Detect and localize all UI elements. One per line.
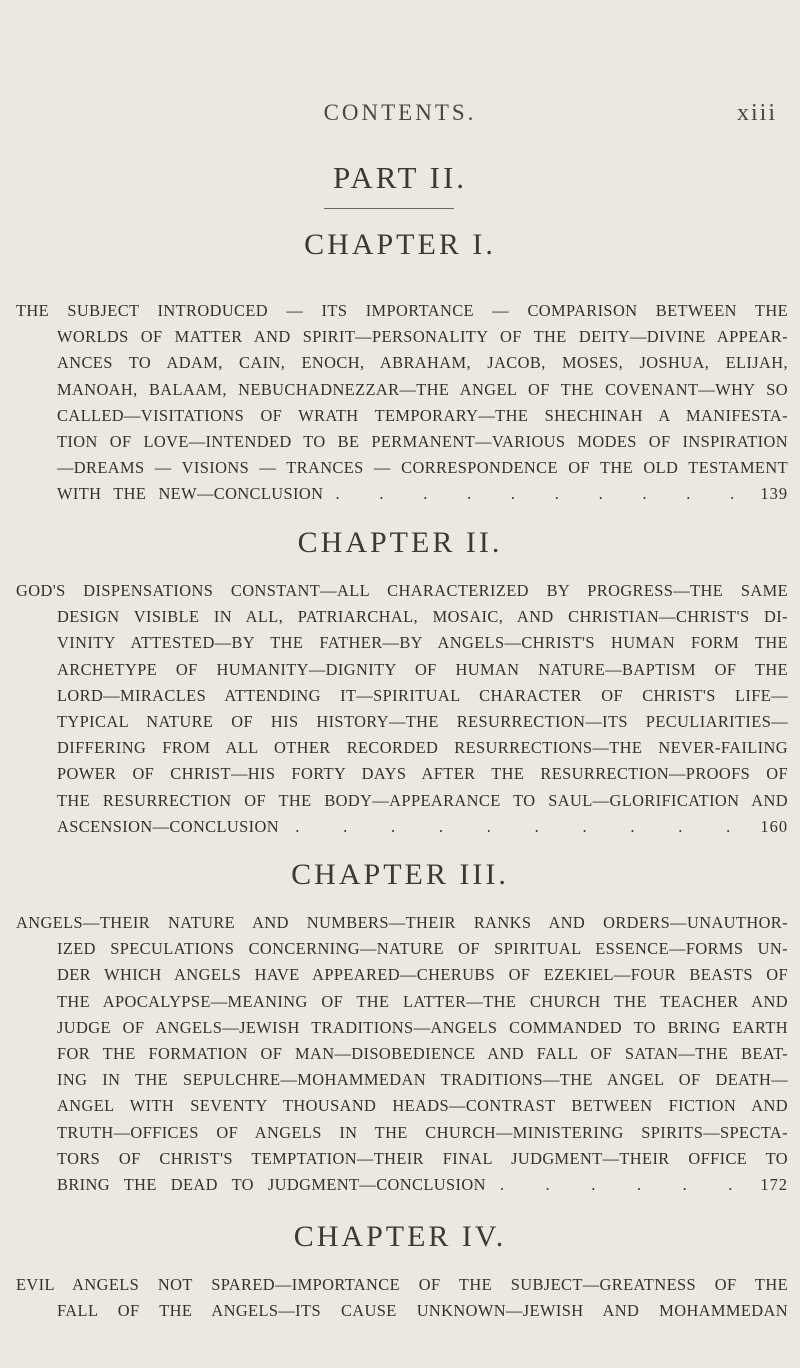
summary-line: IZED SPECULATIONS CONCERNING—NATURE OF SPIRITUAL ESSENCE—FORMS UN- bbox=[57, 939, 788, 959]
summary-line: CALLED—VISITATIONS OF WRATH TEMPORARY—THE SHECHINAH A MANIFESTA- bbox=[57, 405, 788, 425]
chapter-summary-3 bbox=[16, 910, 788, 1198]
summary-last-line bbox=[57, 481, 788, 507]
dot-leader: . . . . . . bbox=[499, 1175, 747, 1195]
part-title: PART II. bbox=[332, 160, 468, 195]
summary-line: THE RESURRECTION OF THE BODY—APPEARANCE TO SAUL—GLORIFICATION AND bbox=[57, 790, 788, 810]
summary-last-line bbox=[57, 814, 788, 840]
summary-line: TRUTH—OFFICES OF ANGELS IN THE CHURCH—MINISTERING SPIRITS—SPECTA- bbox=[57, 1122, 788, 1142]
chapter-page-number: 160 bbox=[760, 816, 788, 836]
summary-text: BRING THE DEAD TO JUDGMENT—CONCLUSION bbox=[57, 1175, 486, 1195]
summary-line: FOR THE FORMATION OF MAN—DISOBEDIENCE AND FALL OF SATAN—THE BEAT- bbox=[57, 1044, 788, 1064]
part-divider bbox=[324, 208, 454, 209]
summary-line: WORLDS OF MATTER AND SPIRIT—PERSONALITY OF THE DEITY—DIVINE APPEAR- bbox=[57, 327, 788, 347]
chapter-heading-3: CHAPTER III. bbox=[291, 858, 509, 891]
chapter-summary-2 bbox=[16, 578, 788, 840]
summary-line: —DREAMS — VISIONS — TRANCES — CORRESPONDENCE OF THE OLD TESTAMENT bbox=[57, 458, 788, 478]
summary-text: WITH THE NEW—CONCLUSION bbox=[57, 484, 324, 504]
summary-line: LORD—MIRACLES ATTENDING IT—SPIRITUAL CHARACTER OF CHRIST'S LIFE— bbox=[57, 685, 788, 705]
chapter-summary-1 bbox=[16, 298, 788, 508]
summary-line: ING IN THE SEPULCHRE—MOHAMMEDAN TRADITIONS—THE ANGEL OF DEATH— bbox=[57, 1070, 788, 1090]
chapter-heading-2: CHAPTER II. bbox=[297, 526, 503, 559]
summary-text: ASCENSION—CONCLUSION bbox=[57, 816, 280, 836]
summary-line: ANCES TO ADAM, CAIN, ENOCH, ABRAHAM, JACOB, MOSES, JOSHUA, ELIJAH, bbox=[57, 353, 788, 373]
summary-line: GOD'S DISPENSATIONS CONSTANT—ALL CHARACTERIZED BY PROGRESS—THE SAME bbox=[16, 581, 788, 600]
summary-line: MANOAH, BALAAM, NEBUCHADNEZZAR—THE ANGEL OF THE COVENANT—WHY SO bbox=[57, 379, 788, 399]
summary-line: ARCHETYPE OF HUMANITY—DIGNITY OF HUMAN NATURE—BAPTISM OF THE bbox=[57, 659, 788, 679]
summary-line: EVIL ANGELS NOT SPARED—IMPORTANCE OF THE SUBJECT—GREATNESS OF THE bbox=[16, 1275, 788, 1294]
summary-line: VINITY ATTESTED—BY THE FATHER—BY ANGELS—CHRIST'S HUMAN FORM THE bbox=[57, 633, 788, 653]
summary-line: DER WHICH ANGELS HAVE APPEARED—CHERUBS OF EZEKIEL—FOUR BEASTS OF bbox=[57, 965, 788, 985]
dot-leader: . . . . . . . . . . bbox=[335, 484, 749, 504]
page-number-roman: xiii bbox=[736, 100, 777, 126]
chapter-heading-1: CHAPTER I. bbox=[304, 228, 496, 261]
chapter-page-number: 139 bbox=[760, 484, 788, 504]
summary-last-line bbox=[57, 1172, 788, 1198]
summary-line: ANGELS—THEIR NATURE AND NUMBERS—THEIR RANKS AND ORDERS—UNAUTHOR- bbox=[16, 913, 788, 932]
running-title: CONTENTS. bbox=[323, 100, 477, 125]
summary-line: POWER OF CHRIST—HIS FORTY DAYS AFTER THE RESURRECTION—PROOFS OF bbox=[57, 764, 788, 784]
summary-line: DESIGN VISIBLE IN ALL, PATRIARCHAL, MOSAIC, AND CHRISTIAN—CHRIST'S DI- bbox=[57, 607, 788, 627]
chapter-page-number: 172 bbox=[760, 1175, 788, 1195]
summary-line: TYPICAL NATURE OF HIS HISTORY—THE RESURRECTION—ITS PECULIARITIES— bbox=[57, 712, 788, 732]
chapter-summary-4 bbox=[16, 1272, 788, 1324]
dot-leader: . . . . . . . . . . bbox=[295, 816, 745, 836]
summary-line: DIFFERING FROM ALL OTHER RECORDED RESURRECTIONS—THE NEVER-FAILING bbox=[57, 738, 788, 758]
summary-line: THE SUBJECT INTRODUCED — ITS IMPORTANCE — COMPARISON BETWEEN THE bbox=[16, 301, 788, 320]
summary-line: THE APOCALYPSE—MEANING OF THE LATTER—THE CHURCH THE TEACHER AND bbox=[57, 991, 788, 1011]
summary-line: ANGEL WITH SEVENTY THOUSAND HEADS—CONTRAST BETWEEN FICTION AND bbox=[57, 1096, 788, 1116]
running-head bbox=[0, 100, 800, 130]
chapter-heading-4: CHAPTER IV. bbox=[293, 1220, 507, 1253]
summary-line: TORS OF CHRIST'S TEMPTATION—THEIR FINAL JUDGMENT—THEIR OFFICE TO bbox=[57, 1148, 788, 1168]
summary-line: TION OF LOVE—INTENDED TO BE PERMANENT—VARIOUS MODES OF INSPIRATION bbox=[57, 432, 788, 452]
summary-line: FALL OF THE ANGELS—ITS CAUSE UNKNOWN—JEWISH AND MOHAMMEDAN bbox=[57, 1301, 788, 1321]
summary-line: JUDGE OF ANGELS—JEWISH TRADITIONS—ANGELS COMMANDED TO BRING EARTH bbox=[57, 1017, 788, 1037]
